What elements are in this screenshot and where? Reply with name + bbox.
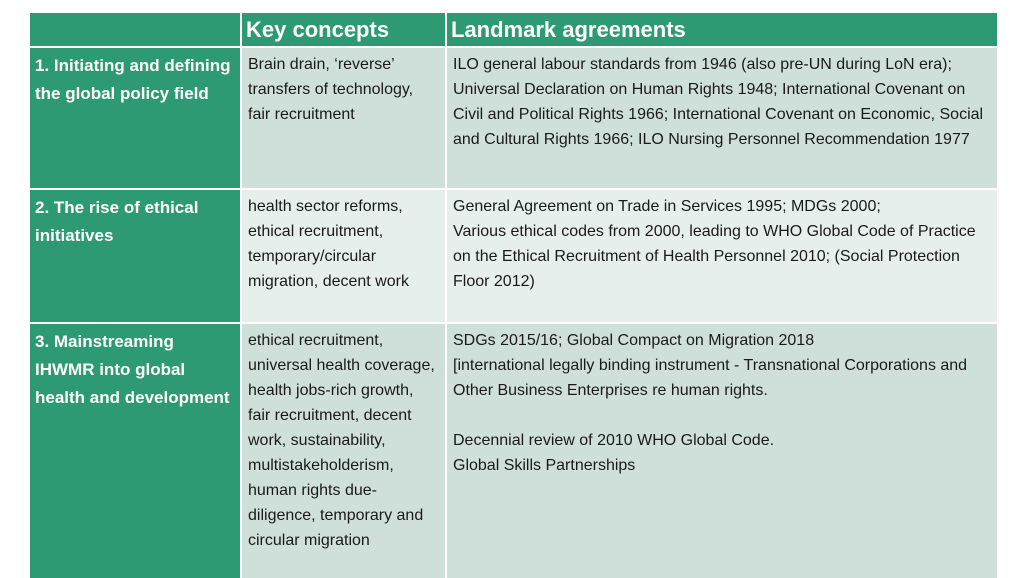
policy-table: [30, 13, 993, 578]
row-3-agreements: [447, 324, 997, 578]
row-2-agreement-line: General Agreement on Trade in Services 1995; MDGs 2000;: [453, 198, 881, 215]
row-3-stage: 3. Mainstreaming IHWMR into global health and development: [30, 324, 240, 578]
row-1-stage: 1. Initiating and defining the global policy field: [30, 48, 240, 188]
row-2-agreements: [447, 190, 997, 322]
row-3-concepts: ethical recruitment, universal health coverage, health jobs-rich growth, fair recruitment, decent work, sustainability, multistakeholderism, human rights due-diligence, temporary and circular migration: [242, 324, 445, 578]
header-landmark-agreements: Landmark agreements: [447, 13, 997, 46]
row-2-stage: 2. The rise of ethical initiatives: [30, 190, 240, 322]
row-3-agreement-line: SDGs 2015/16; Global Compact on Migration 2018: [453, 332, 815, 349]
row-3-agreement-spacer: [453, 403, 991, 428]
row-1-agreement-line: ILO general labour standards from 1946 (also pre-UN during LoN era); Universal Declaration on Human Rights 1948; International Covenant on Civil and Political Rights 1966; International Covenant on Economic, Social and Cultural Rights 1966; ILO Nursing Personnel Recommendation 1977: [453, 56, 984, 148]
row-2-concepts: health sector reforms, ethical recruitment, temporary/circular migration, decent work: [242, 190, 445, 322]
row-1-agreements: [447, 48, 997, 188]
row-1-concepts: Brain drain, ‘reverse’ transfers of technology, fair recruitment: [242, 48, 445, 188]
header-key-concepts: Key concepts: [242, 13, 445, 46]
row-3-agreement-line: Global Skills Partnerships: [453, 457, 636, 474]
row-3-agreement-line: [international legally binding instrument - Transnational Corporations and Other Business Enterprises re human rights.: [453, 357, 968, 399]
row-2-agreement-line: Various ethical codes from 2000, leading to WHO Global Code of Practice on the Ethical Recruitment of Health Personnel 2010; (Social Protection Floor 2012): [453, 223, 976, 290]
row-3-agreement-line: Decennial review of 2010 WHO Global Code.: [453, 432, 775, 449]
header-blank-cell: [30, 13, 240, 46]
